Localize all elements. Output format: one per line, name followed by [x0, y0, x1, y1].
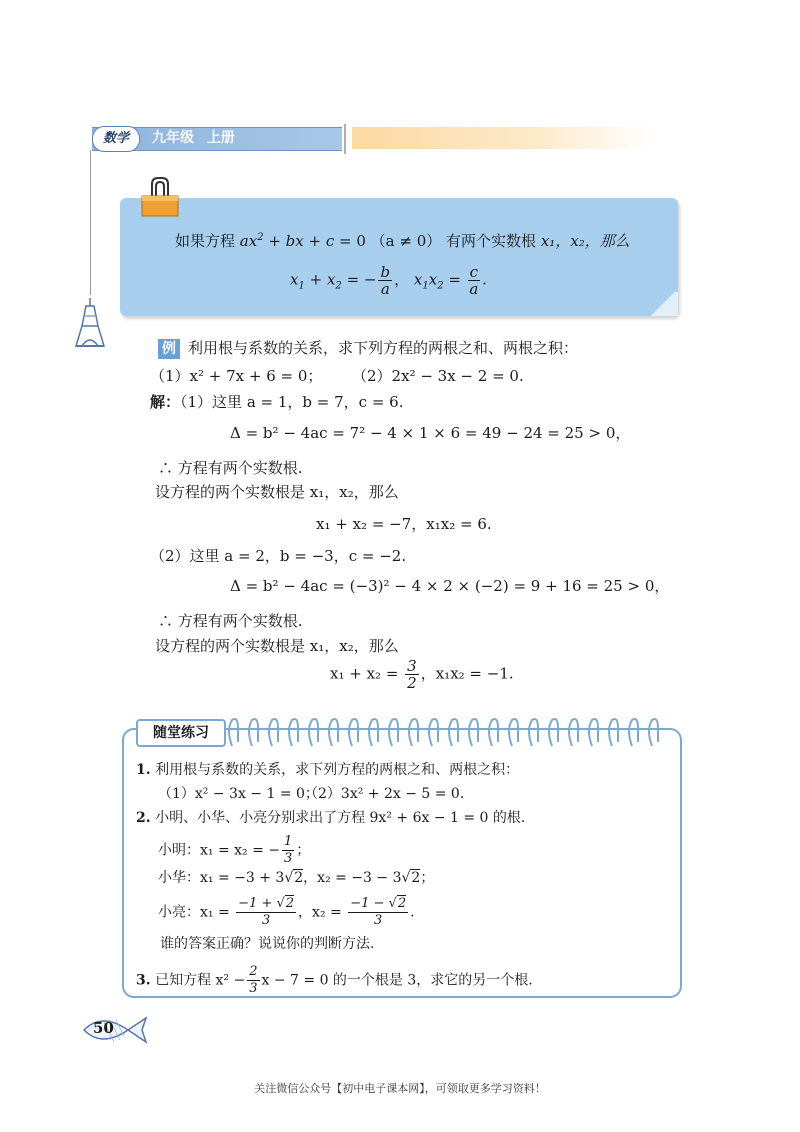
- spiral-binding-icon: [226, 716, 676, 752]
- hua-answer-x2: ，x₂ = −3 − 3: [303, 870, 402, 886]
- example-problem-2: （2）2x² − 3x − 2 = 0.: [352, 367, 524, 385]
- question-3-number: 3.: [136, 972, 151, 989]
- header-decoration: [352, 127, 652, 149]
- question-2-ask: 谁的答案正确？说说你的判断方法.: [160, 936, 375, 952]
- practice-tag: 随堂练习: [136, 719, 226, 747]
- solution-1-params: （1）这里 a = 1，b = 7，c = 6.: [180, 393, 404, 411]
- example-tag: 例: [158, 339, 180, 359]
- liang-answer-x2: ，x₂ =: [298, 904, 342, 921]
- question-1-text: 利用根与系数的关系，求下列方程的两根之和、两根之积：: [155, 762, 520, 778]
- theorem-box: [120, 198, 678, 316]
- solution-1-let: 设方程的两个实数根是 x₁，x₂，那么: [155, 483, 399, 501]
- solution-1-discriminant: Δ = b² − 4ac = 7² − 4 × 1 × 6 = 49 − 24 = 25 > 0，: [230, 424, 631, 442]
- hua-answer-end: ；: [420, 870, 435, 886]
- hua-answer-x1: 小华：x₁ = −3 + 3: [158, 870, 285, 886]
- liang-answer-x1: 小亮：x₁ =: [158, 904, 230, 921]
- example-problem-1: （1）x² + 7x + 6 = 0；: [150, 367, 323, 385]
- theorem-condition: （a ≠ 0）: [370, 232, 442, 250]
- header-divider: [344, 124, 346, 154]
- question-1-number: 1.: [136, 762, 151, 778]
- question-2: [136, 808, 525, 828]
- example-prompt: 利用根与系数的关系，求下列方程的两根之和、两根之积：: [188, 339, 579, 357]
- binder-clip-icon: [140, 176, 180, 220]
- question-2-text: 小明、小华、小亮分别求出了方程 9x² + 6x − 1 = 0 的根.: [155, 810, 526, 826]
- page-number: 50: [93, 1019, 114, 1037]
- question-1-a: （1）x² − 3x − 1 = 0；: [158, 786, 319, 802]
- subject-badge: 数学: [92, 126, 140, 152]
- question-3-text-a: 已知方程 x² −: [155, 972, 246, 989]
- theorem-tail: 有两个实数根: [446, 232, 537, 250]
- solution-label: 解：: [150, 393, 181, 411]
- theorem-line-1: 如果方程 $ax^2$ + bx + c = 0 （a ≠ 0） 有两个实数根 x₁，x₂，那么: [175, 232, 630, 250]
- question-3-text-b: x − 7 = 0 的一个根是 3，求它的另一个根.: [261, 972, 533, 989]
- example-prompt-line: [158, 338, 578, 359]
- solution-1-conclusion: ∴ 方程有两个实数根.: [158, 459, 303, 477]
- solution-2-let: 设方程的两个实数根是 x₁，x₂，那么: [155, 637, 399, 655]
- theorem-roots: x₁，x₂，那么: [540, 232, 630, 250]
- theorem-intro: 如果方程: [175, 232, 236, 250]
- solution-1-intro: [150, 392, 404, 412]
- question-2-hua: 小华：x₁ = −3 + 3√2，x₂ = −3 − 3√2；: [158, 870, 435, 886]
- solution-2-sum-label: x₁ + x₂ =: [330, 664, 399, 683]
- footer-note: 关注微信公众号【初中电子课本网】，可领取更多学习资料！: [254, 1082, 546, 1095]
- ming-answer: 小明：x₁ = x₂ = −: [158, 842, 281, 859]
- question-1: [136, 760, 519, 780]
- solution-2-product: ，x₁x₂ = −1.: [420, 664, 514, 683]
- fish-icon: [80, 1010, 150, 1050]
- solution-2-result: x₁ + x₂ = $\frac{3}{2}$ ，x₁x₂ = −1.: [330, 657, 514, 692]
- margin-line: [90, 150, 91, 295]
- tower-icon: [72, 298, 108, 350]
- question-2-liang: 小亮：x₁ = $\frac{-1 + √2}{3}$ ，x₂ = $\frac{-1 - √2}{3}$ .: [158, 896, 415, 928]
- question-1-b: （2）3x² + 2x − 5 = 0.: [304, 786, 465, 802]
- solution-2-conclusion: ∴ 方程有两个实数根.: [158, 612, 303, 630]
- question-2-number: 2.: [136, 810, 151, 826]
- page-fold-corner: [648, 292, 678, 316]
- question-2-ming: 小明：x₁ = x₂ = − $\frac{1}{3}$ ；: [158, 834, 311, 866]
- theorem-formula: $x_1 + x_2$ = − $\frac{b}{a}$ ， $x_1x_2$ = $\frac{c}{a}$ .: [290, 263, 487, 298]
- grade-label: 九年级 上册: [152, 130, 235, 146]
- question-3: 3. 已知方程 x² − $\frac{2}{3}$ x − 7 = 0 的一个根是 3，求它的另一个根.: [136, 964, 533, 996]
- solution-2-intro: （2）这里 a = 2，b = −3，c = −2.: [150, 547, 407, 565]
- solution-1-result: x₁ + x₂ = −7，x₁x₂ = 6.: [316, 515, 492, 533]
- solution-2-discriminant: Δ = b² − 4ac = (−3)² − 4 × 2 × (−2) = 9 + 16 = 25 > 0，: [230, 577, 670, 595]
